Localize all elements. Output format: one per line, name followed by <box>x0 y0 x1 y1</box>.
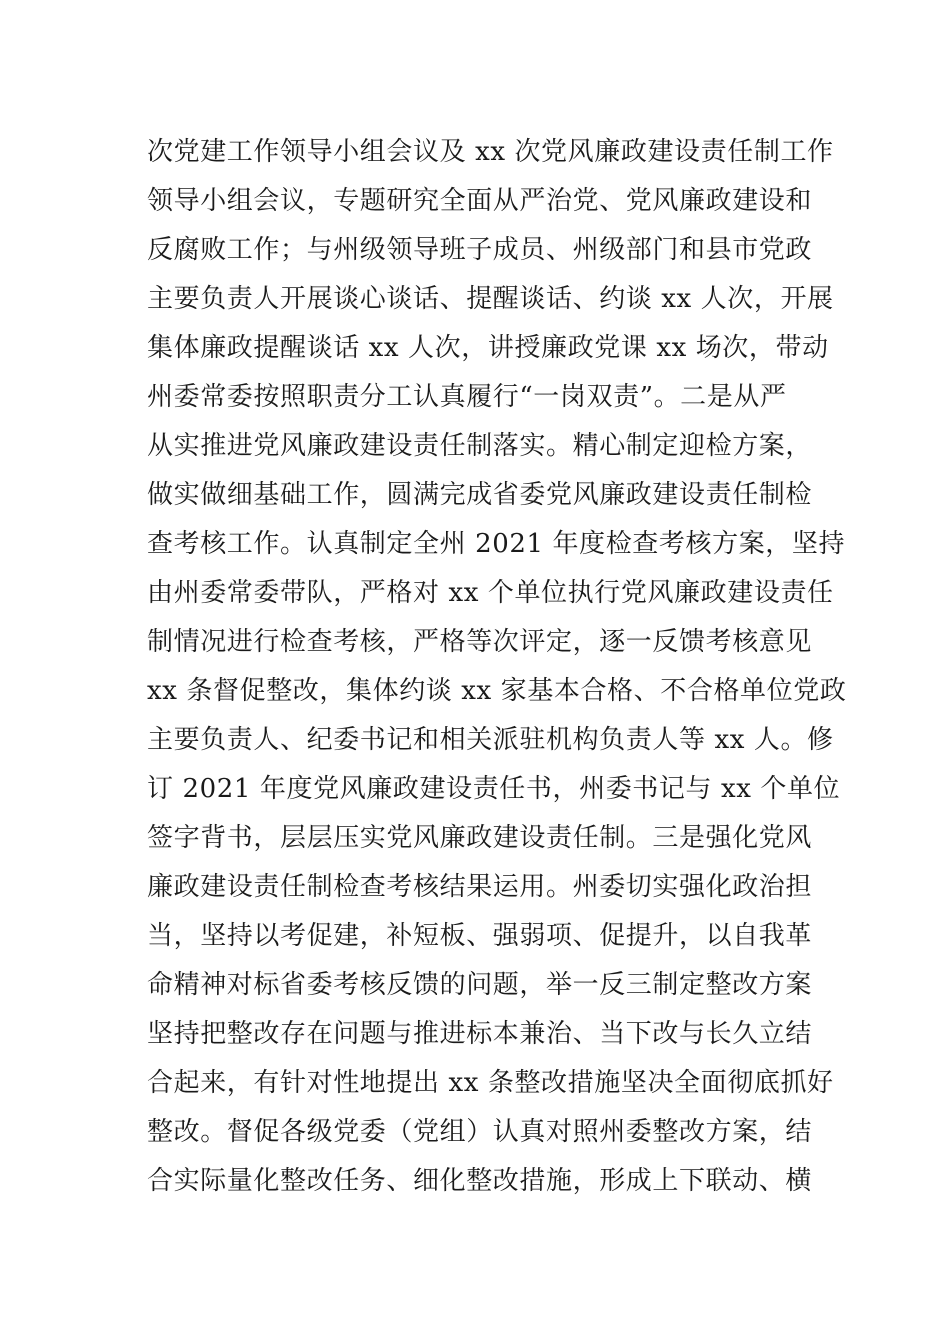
text-line: 制情况进行检查考核，严格等次评定，逐一反馈考核意见 <box>147 627 813 657</box>
text-line: 整改。督促各级党委（党组）认真对照州委整改方案，结 <box>147 1117 813 1147</box>
text-line: 合实际量化整改任务、细化整改措施，形成上下联动、横 <box>147 1166 813 1196</box>
text-line: 由州委常委带队，严格对 xx 个单位执行党风廉政建设责任 <box>147 578 834 608</box>
text-line: xx 条督促整改，集体约谈 xx 家基本合格、不合格单位党政 <box>147 676 847 706</box>
text-line: 查考核工作。认真制定全州 2021 年度检查考核方案，坚持 <box>147 529 846 559</box>
text-line: 领导小组会议，专题研究全面从严治党、党风廉政建设和 <box>147 186 813 216</box>
text-line: 命精神对标省委考核反馈的问题，举一反三制定整改方案 <box>147 970 813 1000</box>
text-line: 次党建工作领导小组会议及 xx 次党风廉政建设责任制工作 <box>147 137 834 167</box>
text-line: 签字背书，层层压实党风廉政建设责任制。三是强化党风 <box>147 823 813 853</box>
text-line: 集体廉政提醒谈话 xx 人次，讲授廉政党课 xx 场次，带动 <box>147 333 829 363</box>
text-line: 主要负责人开展谈心谈话、提醒谈话、约谈 xx 人次，开展 <box>147 284 834 314</box>
text-line: 从实推进党风廉政建设责任制落实。精心制定迎检方案， <box>147 431 813 461</box>
text-line: 合起来，有针对性地提出 xx 条整改措施坚决全面彻底抓好 <box>147 1068 834 1098</box>
text-line: 做实做细基础工作，圆满完成省委党风廉政建设责任制检 <box>147 480 813 510</box>
text-line: 当，坚持以考促建，补短板、强弱项、促提升，以自我革 <box>147 921 813 951</box>
text-line: 廉政建设责任制检查考核结果运用。州委切实强化政治担 <box>147 872 813 902</box>
text-line: 反腐败工作；与州级领导班子成员、州级部门和县市党政 <box>147 235 813 265</box>
text-line: 主要负责人、纪委书记和相关派驻机构负责人等 xx 人。修 <box>147 725 834 755</box>
text-line: 坚持把整改存在问题与推进标本兼治、当下改与长久立结 <box>147 1019 813 1049</box>
body-text <box>147 128 847 1206</box>
text-line: 订 2021 年度党风廉政建设责任书，州委书记与 xx 个单位 <box>147 774 841 804</box>
text-line: 州委常委按照职责分工认真履行“一岗双责”。二是从严 <box>147 382 787 412</box>
